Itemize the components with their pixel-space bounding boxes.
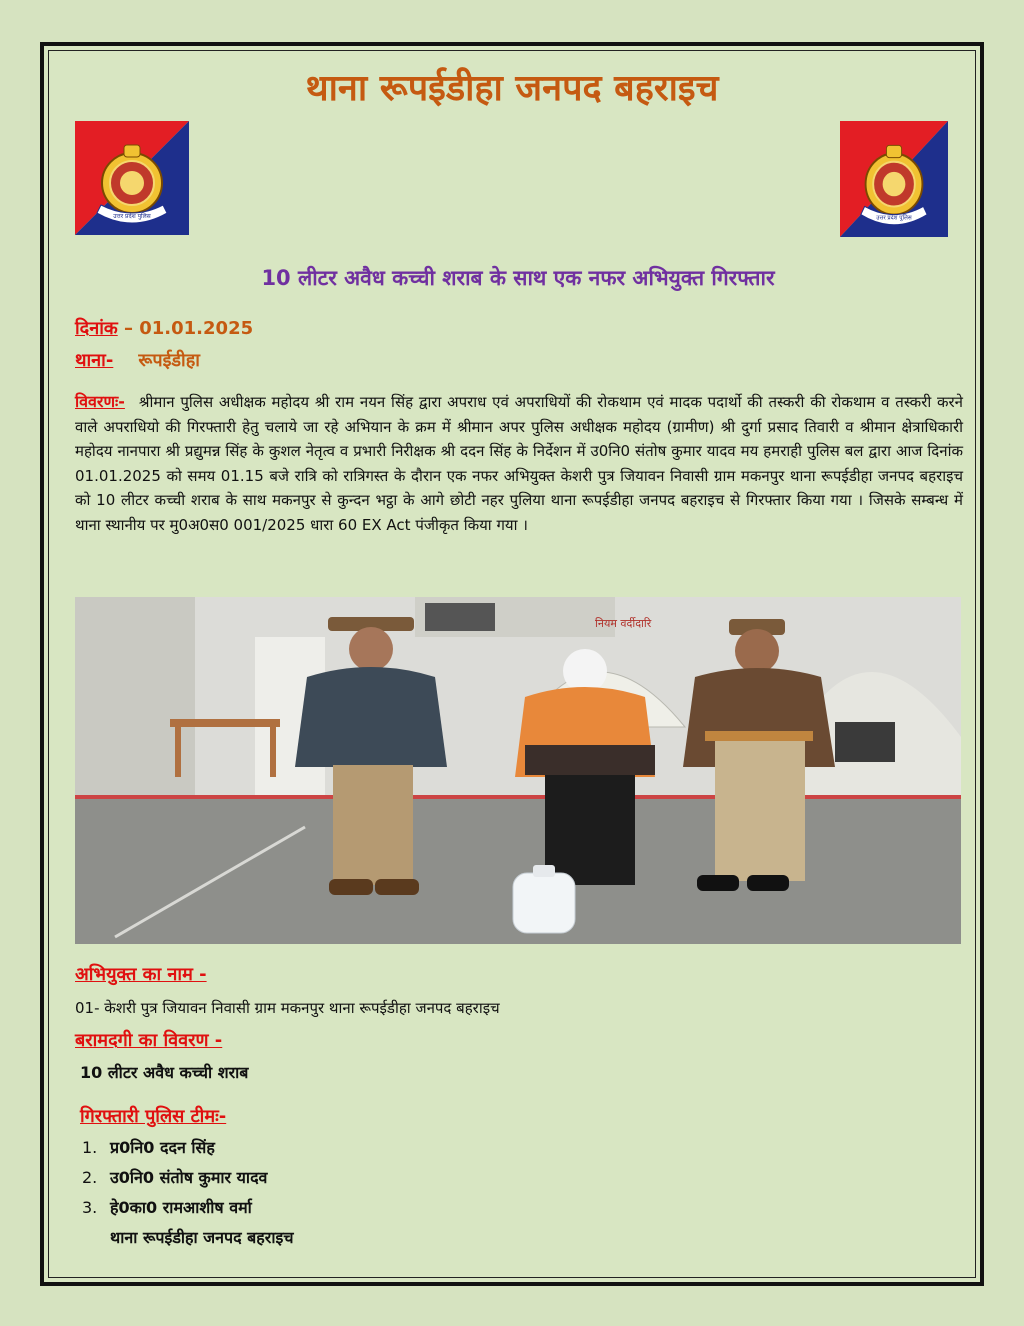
date-line — [75, 316, 253, 340]
station-value: रूपईडीहा — [138, 350, 200, 371]
arrest-photo — [75, 597, 961, 944]
team-member: 3. हे0का0 रामआशीष वर्मा — [82, 1198, 252, 1217]
up-police-logo-left — [75, 121, 189, 235]
news-headline: 10 लीटर अवैध कच्ची शराब के साथ एक नफर अभियुक्त गिरफ्तार — [261, 266, 775, 290]
date-separator: – — [117, 318, 140, 339]
date-value: 01.01.2025 — [139, 318, 254, 339]
up-police-logo-right — [840, 121, 948, 237]
details-text: श्रीमान पुलिस अधीक्षक महोदय श्री राम नयन सिंह द्वारा अपराध एवं अपराधियों की रोकथाम एवं मादक पदार्थो की तस्करी की रोकथाम व तस्करी करने वाले अपराधियो की गिरफ्तारी हेतु चलाये जा रहे अभियान के क्रम में श्रीमान अपर पुलिस अधीक्षक महोदय (ग्रामीण) श्री दुर्गा प्रसाद तिवारी व श्रीमान क्षेत्राधिकारी महोदय नानपारा श्री प्रद्युमन्न सिंह के कुशल नेतृत्व व प्रभारी निरीक्षक श्री ददन सिंह के निर्देशन में उ0नि0 संतोष कुमार यादव मय हमराही पुलिस बल द्वारा आज दिनांक 01.01.2025 को समय 01.15 बजे रात्रि को रात्रिगस्त के दौरान एक नफर अभियुक्त केशरी पुत्र जियावन निवासी ग्राम मकनपुर थाना रूपईडीहा जनपद बहराइच को 10 लीटर कच्ची शराब के साथ मकनपुर से कुन्दन भट्ठा के आगे छोटी नहर पुलिया थाना रूपईडीहा जनपद बहराइच से गिरफ्तार किया गया । जिसके सम्बन्ध में थाना स्थानीय पर मु0अ0स0 001/2025 धारा 60 EX Act पंजीकृत किया गया । — [75, 393, 963, 534]
accused-entry: 01- केशरी पुत्र जियावन निवासी ग्राम मकनपुर थाना रूपईडीहा जनपद बहराइच — [75, 999, 500, 1017]
station-line — [75, 348, 200, 372]
station-label: थाना- — [75, 350, 114, 371]
date-label: दिनांक — [75, 318, 118, 339]
team-station-footer: थाना रूपईडीहा जनपद बहराइच — [110, 1228, 294, 1247]
recovery-heading: बरामदगी का विवरण - — [75, 1030, 223, 1051]
details-paragraph — [75, 390, 963, 537]
team-member: 2. उ0नि0 संतोष कुमार यादव — [82, 1168, 268, 1187]
team-heading: गिरफ्तारी पुलिस टीमः- — [80, 1106, 227, 1127]
accused-heading: अभियुक्त का नाम - — [75, 964, 207, 985]
recovery-entry: 10 लीटर अवैध कच्ची शराब — [80, 1063, 249, 1082]
poster-title: थाना रूपईडीहा जनपद बहराइच — [305, 68, 719, 109]
details-label: विवरणः- — [75, 392, 125, 411]
team-member: 1. प्र0नि0 ददन सिंह — [82, 1138, 215, 1157]
svg-text:उत्तर प्रदेश पुलिस: उत्तर प्रदेश पुलिस — [113, 213, 151, 220]
svg-text:नियम वर्दीदारि: नियम वर्दीदारि — [595, 617, 652, 630]
svg-text:उत्तर प्रदेश पुलिस: उत्तर प्रदेश पुलिस — [876, 215, 912, 222]
